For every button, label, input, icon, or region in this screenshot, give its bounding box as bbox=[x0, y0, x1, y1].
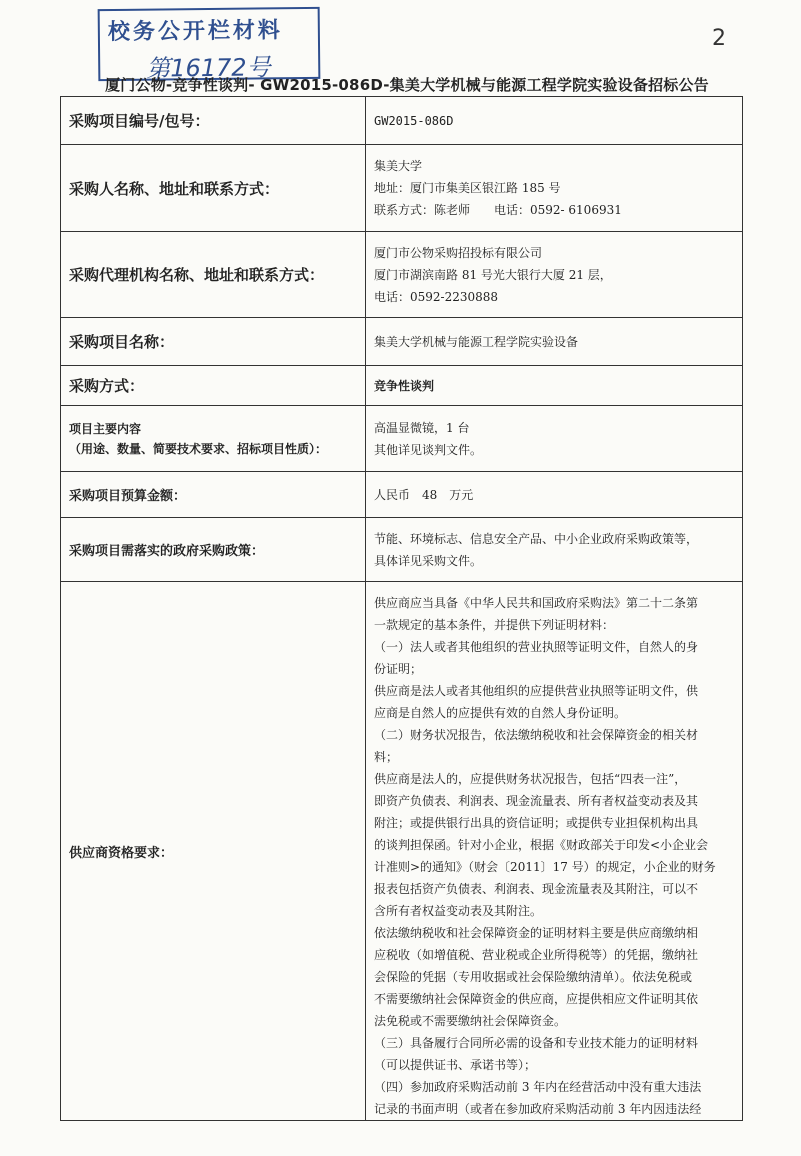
qualification-line: 的谈判担保函。针对小企业，根据《财政部关于印发<小企业会 bbox=[374, 838, 709, 852]
row-purchaser bbox=[61, 145, 743, 232]
policy-line: 具体详见采购文件。 bbox=[374, 553, 483, 568]
qualification-line: 含所有者权益变动表及其附注。 bbox=[374, 904, 543, 918]
row-agency bbox=[61, 232, 743, 318]
qualification-line: 供应商是法人的，应提供财务状况报告，包括“四表一注”， bbox=[374, 772, 687, 786]
qualification-line: 报表包括资产负债表、利润表、现金流量表及其附注，可以不 bbox=[374, 882, 699, 896]
qualification-line: 法免税或不需要缴纳社会保障资金。 bbox=[374, 1014, 567, 1028]
qualification-line: （一）法人或者其他组织的营业执照等证明文件，自然人的身 bbox=[374, 640, 699, 654]
qualification-label: 供应商资格要求： bbox=[61, 582, 366, 1121]
budget-label: 采购项目预算金额： bbox=[61, 472, 366, 518]
document-title: 厦门公物-竞争性谈判- GW2015-086D-集美大学机械与能源工程学院实验设备招标公告 bbox=[105, 76, 709, 94]
qualification-line: 供应商是法人或者其他组织的应提供营业执照等证明文件，供 bbox=[374, 684, 699, 698]
method-value: 竞争性谈判 bbox=[366, 366, 743, 406]
page-number: 2 bbox=[712, 26, 726, 51]
project-name-label: 采购项目名称： bbox=[61, 318, 366, 366]
agency-label: 采购代理机构名称、地址和联系方式： bbox=[61, 232, 366, 318]
qualification-line: （四）参加政府采购活动前 3 年内在经营活动中没有重大违法 bbox=[374, 1080, 702, 1094]
agency-line: 厦门市湖滨南路 81 号光大银行大厦 21 层， bbox=[374, 267, 612, 282]
qualification-line: （可以提供证书、承诺书等）； bbox=[374, 1058, 537, 1072]
qualification-line: （三）具备履行合同所必需的设备和专业技术能力的证明材料 bbox=[374, 1036, 699, 1050]
agency-value bbox=[366, 232, 743, 318]
policy-label: 采购项目需落实的政府采购政策： bbox=[61, 518, 366, 582]
purchaser-line: 集美大学 bbox=[374, 159, 423, 173]
qualification-line: 附注；或提供银行出具的资信证明；或提供专业担保机构出具 bbox=[374, 816, 699, 830]
content-label bbox=[61, 406, 366, 472]
stamp-number: 第16172号 bbox=[146, 53, 271, 83]
method-label: 采购方式： bbox=[61, 366, 366, 406]
content-value bbox=[366, 406, 743, 472]
qualification-line: 即资产负债表、利润表、现金流量表、所有者权益变动表及其 bbox=[374, 794, 699, 808]
row-budget bbox=[61, 472, 743, 518]
purchaser-label: 采购人名称、地址和联系方式： bbox=[61, 145, 366, 232]
stamp-title: 校务公开栏材料 bbox=[107, 18, 284, 46]
purchaser-line: 联系方式：陈老师 电话：0592- 6106931 bbox=[374, 203, 622, 217]
purchaser-line: 地址：厦门市集美区银江路 185 号 bbox=[374, 181, 561, 195]
policy-line: 节能、环境标志、信息安全产品、中小企业政府采购政策等， bbox=[374, 531, 699, 546]
project-no-value: GW2015-086D bbox=[366, 97, 743, 145]
content-line: 高温显微镜，1 台 bbox=[374, 420, 470, 435]
agency-line: 电话：0592-2230888 bbox=[374, 289, 499, 304]
row-project-name bbox=[61, 318, 743, 366]
qualification-line: 一款规定的基本条件，并提供下列证明材料： bbox=[374, 618, 615, 632]
qualification-line: 应商是自然人的应提供有效的自然人身份证明。 bbox=[374, 706, 627, 720]
content-label-line: 项目主要内容 bbox=[69, 421, 142, 436]
qualification-line: 份证明； bbox=[374, 662, 423, 676]
project-name-value: 集美大学机械与能源工程学院实验设备 bbox=[366, 318, 743, 366]
qualification-line: 记录的书面声明（或者在参加政府采购活动前 3 年内因违法经 bbox=[374, 1102, 702, 1116]
content-label-line: （用途、数量、简要技术要求、招标项目性质）： bbox=[69, 441, 328, 456]
agency-line: 厦门市公物采购招投标有限公司 bbox=[374, 245, 543, 260]
qualification-line: 依法缴纳税收和社会保障资金的证明材料主要是供应商缴纳相 bbox=[374, 926, 699, 940]
row-qualification bbox=[61, 582, 743, 1121]
qualification-line: 供应商应当具备《中华人民共和国政府采购法》第二十二条第 bbox=[374, 596, 699, 610]
policy-value bbox=[366, 518, 743, 582]
archive-stamp bbox=[98, 7, 321, 81]
qualification-line: 不需要缴纳社会保障资金的供应商，应提供相应文件证明其依 bbox=[374, 992, 699, 1006]
qualification-line: 会保险的凭据（专用收据或社会保险缴纳清单）。依法免税或 bbox=[374, 970, 693, 984]
qualification-line: （二）财务状况报告，依法缴纳税收和社会保障资金的相关材 bbox=[374, 728, 699, 742]
row-content bbox=[61, 406, 743, 472]
qualification-line: 料； bbox=[374, 750, 399, 764]
announcement-table bbox=[60, 96, 743, 1121]
qualification-line: 应税收（如增值税、营业税或企业所得税等）的凭据，缴纳社 bbox=[374, 948, 699, 962]
qualification-value bbox=[366, 582, 743, 1121]
project-no-label: 采购项目编号/包号： bbox=[61, 97, 366, 145]
budget-value: 人民币 48 万元 bbox=[366, 472, 743, 518]
row-method bbox=[61, 366, 743, 406]
row-policy bbox=[61, 518, 743, 582]
qualification-line: 计准则>的通知》（财会〔2011〕17 号）的规定，小企业的财务 bbox=[374, 860, 716, 874]
content-line: 其他详见谈判文件。 bbox=[374, 442, 483, 457]
purchaser-value bbox=[366, 145, 743, 232]
row-project-no bbox=[61, 97, 743, 145]
